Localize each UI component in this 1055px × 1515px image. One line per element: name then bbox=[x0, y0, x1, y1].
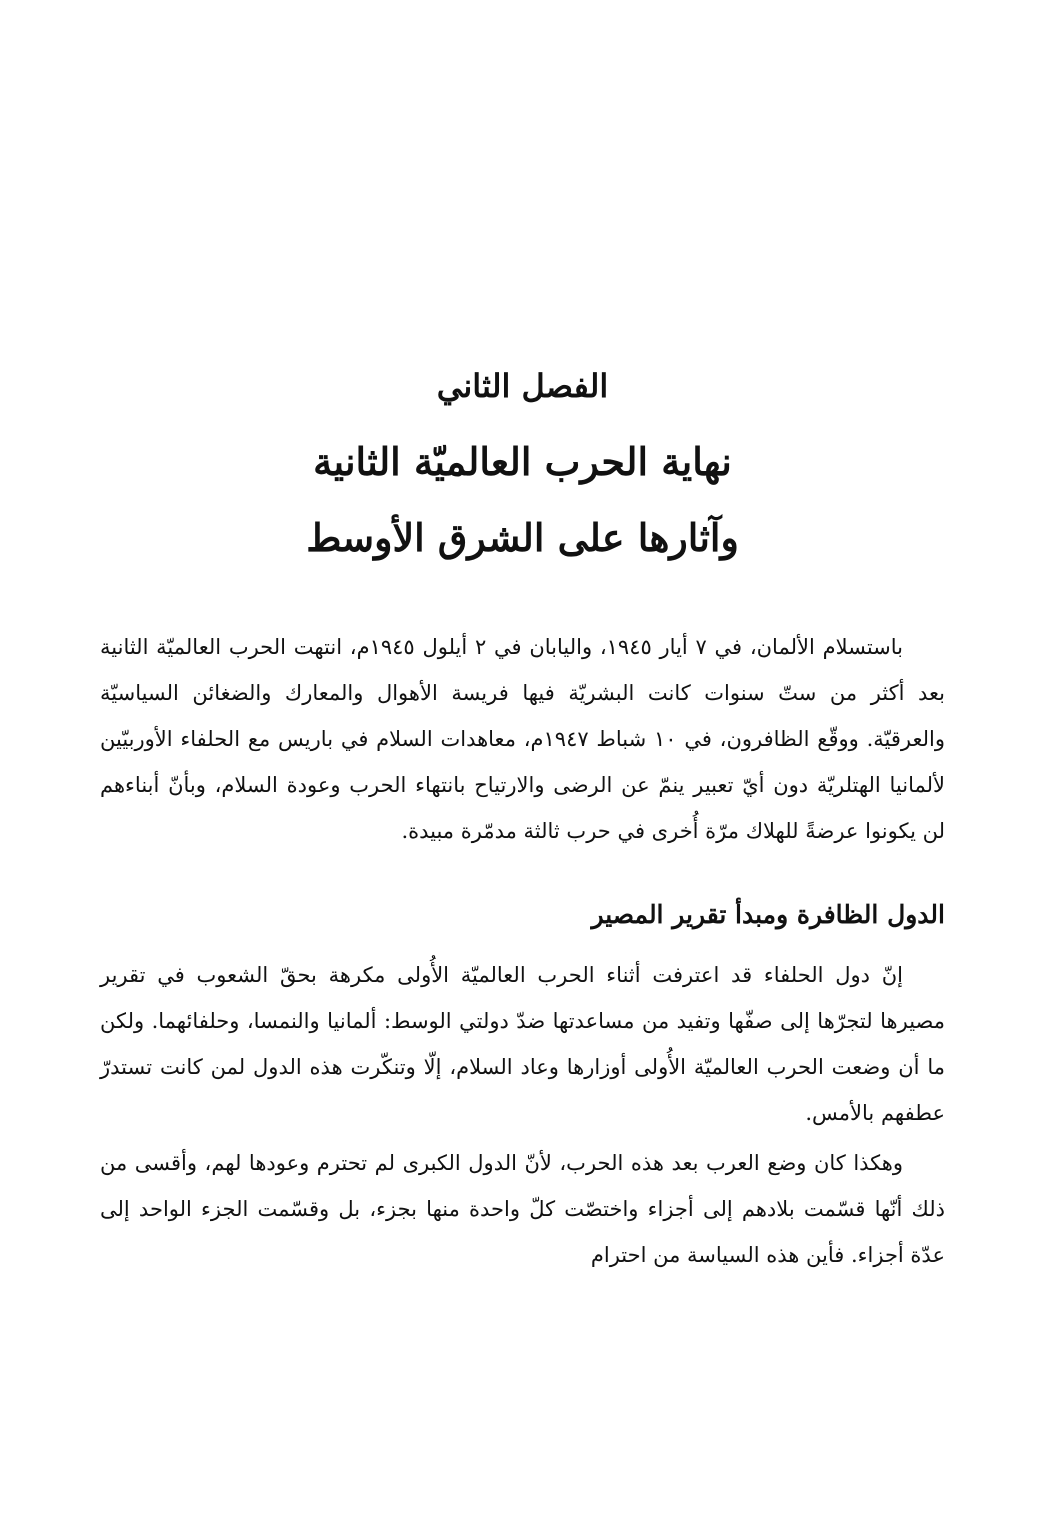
chapter-label: الفصل الثاني bbox=[436, 367, 609, 405]
chapter-title: نهاية الحرب العالميّة الثانية bbox=[313, 439, 732, 484]
chapter-heading bbox=[100, 360, 945, 566]
intro-paragraph: باستسلام الألمان، في ٧ أيار ١٩٤٥، واليابان في ٢ أيلول ١٩٤٥م، انتهت الحرب العالميّة الثانية بعد أكثر من ستّ سنوات كانت البشريّة فيها فريسة الأهوال والمعارك والضغائن السياسيّة والعرقيّة. ووقّع الظافرون، في ١٠ شباط ١٩٤٧م، معاهدات السلام في باريس مع الحلفاء الأوربيّين لألمانيا الهتلريّة دون أيّ تعبير ينمّ عن الرضى والارتياح بانتهاء الحرب وعودة السلام، وبأنّ أبناءهم لن يكونوا عرضةً للهلاك مرّة أُخرى في حرب ثالثة مدمّرة مبيدة. bbox=[100, 635, 945, 843]
chapter-subtitle: وآثارها على الشرق الأوسط bbox=[306, 515, 739, 560]
section-paragraph-1: إنّ دول الحلفاء قد اعترفت أثناء الحرب العالميّة الأُولى مكرهة بحقّ الشعوب في تقرير مصيرها لتجرّها إلى صفّها وتفيد من مساعدتها ضدّ دولتي الوسط: ألمانيا والنمسا، وحلفائهما. ولكن ما أن وضعت الحرب العالميّة الأُولى أوزارها وعاد السلام، إلّا وتنكّرت هذه الدول لمن كانت تستدرّ عطفهم بالأمس. bbox=[100, 963, 945, 1125]
section-paragraph-2: وهكذا كان وضع العرب بعد هذه الحرب، لأنّ الدول الكبرى لم تحترم وعودها لهم، وأقسى من ذلك أنّها قسّمت بلادهم إلى أجزاء واختصّت كلّ واحدة منها بجزء، بل وقسّمت الجزء الواحد إلى عدّة أجزاء. فأين هذه السياسة من احترام bbox=[100, 1151, 945, 1267]
section-heading: الدول الظافرة ومبدأ تقرير المصير bbox=[591, 900, 945, 929]
